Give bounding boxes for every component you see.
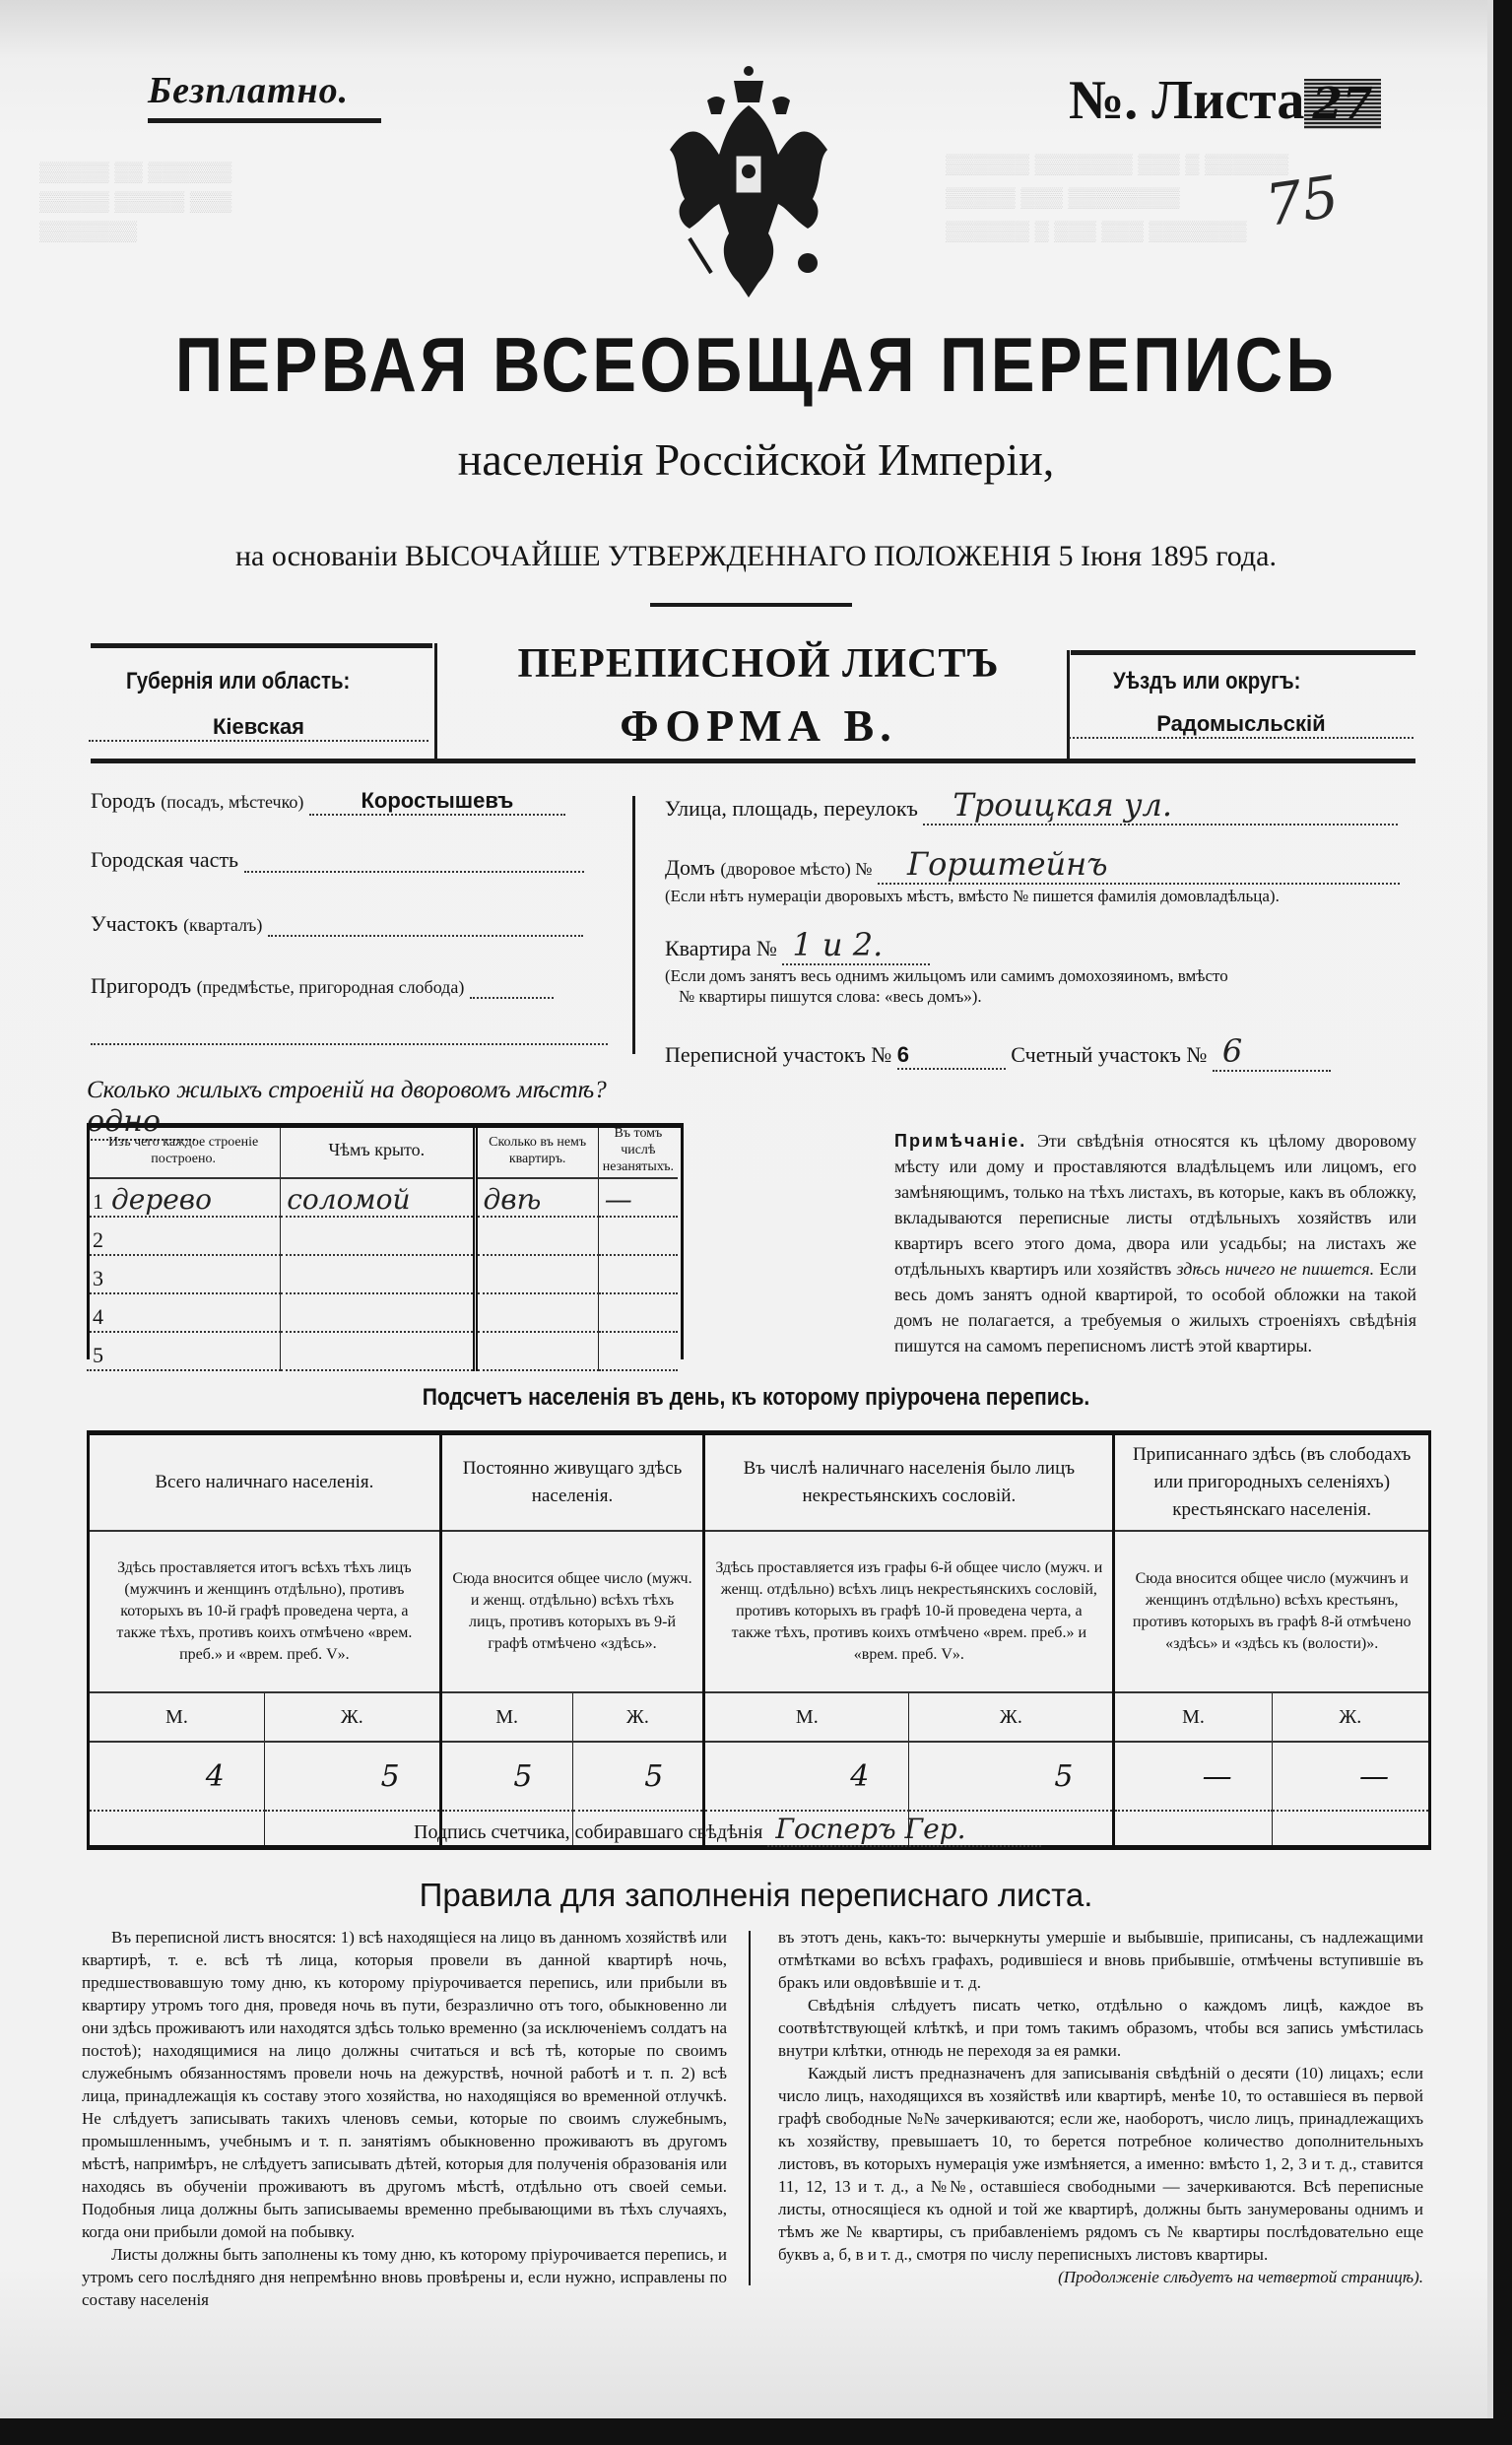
building-row-number: 5: [93, 1343, 103, 1367]
rules-column-right: [778, 1926, 1423, 2288]
free-of-charge-label: Безплатно.: [148, 70, 350, 111]
apartment-note-line-1: (Если домъ занятъ весь однимъ жильцомъ или самимъ домохозяиномъ, вмѣсто: [665, 966, 1228, 985]
sheet-number-label: №. Листа: [1069, 70, 1305, 131]
female-column-label: Ж.: [1272, 1692, 1429, 1742]
title-divider: [650, 603, 852, 607]
page-subtitle: населенія Россійской Имперіи,: [457, 434, 1055, 485]
column-header-apartments: Сколько въ немъ квартиръ.: [475, 1123, 598, 1178]
district-label: Уѣздъ или округъ:: [1113, 668, 1301, 694]
count-district-field[interactable]: 6: [1213, 1032, 1331, 1072]
sheet-number: [1069, 69, 1381, 132]
precinct-field[interactable]: [268, 913, 583, 937]
district-box-divider: [1067, 650, 1070, 760]
suburb-field[interactable]: [470, 975, 554, 999]
male-column-label: М.: [704, 1692, 909, 1742]
apartment-note-line-2: № квартиры пишутся слова: «весь домъ»).: [679, 987, 982, 1006]
street-field[interactable]: Троицкая ул.: [923, 786, 1398, 826]
legal-basis: на основаніи ВЫСОЧАЙШЕ УТВЕРЖДЕННАГО ПОЛОЖЕНІЯ 5 Іюня 1895 года.: [235, 540, 1277, 572]
buildings-question: Сколько жилыхъ строеній на дворовомъ мѣстѣ?: [87, 1077, 607, 1103]
rules-paragraph: Свѣдѣнія слѣдуетъ писать четко, отдѣльно о каждомъ лицѣ, каждое въ соотвѣтствующей клѣткѣ, и при томъ такимъ образомъ, чтобы вся запись умѣстилась внутри клѣтки, отнюдь не переходя за ея рамки.: [778, 1996, 1423, 2060]
city-row: [91, 788, 608, 816]
apartment-field[interactable]: 1 и 2.: [782, 926, 930, 965]
population-descriptions-row: [89, 1531, 1430, 1692]
building-apartments-cell-value: двѣ: [483, 1183, 542, 1216]
female-count-field[interactable]: 5: [909, 1742, 1114, 1811]
male-column-label: М.: [440, 1692, 572, 1742]
city-part-label: Городская часть: [91, 847, 239, 872]
note-heading: Примѣчаніе.: [894, 1131, 1027, 1151]
rules-title: Правила для заполненія переписнаго листа.: [419, 1877, 1093, 1913]
location-divider: [632, 796, 635, 1054]
rules-paragraph: Листы должны быть заполнены къ тому дню, къ которому пріурочивается перепись, и утромъ сего послѣдняго дня непремѣнно вновь провѣрены и, если нужно, исправлены по составу населенія: [82, 2245, 727, 2309]
female-count-field[interactable]: —: [1272, 1742, 1429, 1811]
population-group-heading: Постоянно живущаго здѣсь населенія.: [440, 1433, 704, 1532]
city-label: Городъ: [91, 788, 156, 813]
city-hint: (посадъ, мѣстечко): [161, 792, 304, 812]
population-sex-labels-row: [89, 1692, 1430, 1742]
bleed-through-text: ▒▒▒▒▒ ▒▒ ▒▒▒▒▒▒ ▒▒▒▒▒ ▒▒▒▒▒ ▒▒▒ ▒▒▒▒▒▒▒: [39, 162, 232, 242]
precinct-label: Участокъ: [91, 911, 178, 936]
population-table: [87, 1430, 1431, 1850]
form-subtitle: ФОРМА В.: [620, 700, 897, 751]
population-group-description: Здѣсь проставляется итогъ всѣхъ тѣхъ лицъ (мужчинъ и женщинъ отдѣльно), противъ которыхъ въ 10-й графѣ проведена черта, а также тѣхъ, противъ коихъ отмѣчено «врем. преб.» и «врем. преб. V».: [89, 1531, 441, 1692]
apartment-note: [665, 965, 1415, 1007]
male-column-label: М.: [89, 1692, 265, 1742]
province-box-top: [91, 643, 432, 648]
population-spacer-cell: [1114, 1811, 1272, 1848]
column-header-roof: Чѣмъ крыто.: [281, 1123, 475, 1178]
building-row-number: 1: [93, 1189, 103, 1214]
house-hint: (дворовое мѣсто) №: [720, 859, 873, 879]
male-count-field[interactable]: 5: [440, 1742, 572, 1811]
header-bottom-rule: [91, 759, 1415, 763]
census-district-field[interactable]: 6: [897, 1042, 1006, 1070]
rules-continued-note: (Продолженіе слѣдуетъ на четвертой страницѣ).: [1058, 2268, 1423, 2286]
province-label: Губернія или область:: [126, 668, 351, 694]
female-count-field[interactable]: 5: [264, 1742, 440, 1811]
district-box-top: [1071, 650, 1415, 655]
female-count-field[interactable]: 5: [572, 1742, 704, 1811]
note-text-1: Эти свѣдѣнія относятся къ цѣлому дворовому мѣсту или дому и проставляются владѣльцемъ или лицомъ, его замѣняющимъ, только на тѣхъ листахъ, въ которые, какъ въ обложку, вкладываются переписные листы отдѣльныхъ хозяйствъ или квартиръ всего этого дома, двора или усадьбы; на листахъ же отдѣльныхъ квартиръ или хозяйствъ: [894, 1131, 1416, 1279]
district-field[interactable]: Радомысльскій: [1069, 711, 1413, 739]
population-spacer-cell: [89, 1811, 265, 1848]
province-field[interactable]: Кіевская: [89, 714, 428, 742]
column-header-vacant: Въ томъ числѣ незанятыхъ.: [598, 1123, 678, 1178]
house-field[interactable]: Горштейнъ: [878, 845, 1400, 885]
suburb-extra-line[interactable]: [91, 1039, 608, 1045]
precinct-row: [91, 911, 608, 937]
suburb-row: [91, 973, 608, 999]
free-label-underline: [148, 118, 381, 123]
building-vacant-cell-value: —: [604, 1183, 632, 1216]
signature-field[interactable]: Госперъ Гер.: [767, 1813, 1041, 1847]
population-group-heading: Всего наличнаго населенія.: [89, 1433, 441, 1532]
street-label: Улица, площадь, переулокъ: [665, 796, 918, 821]
population-spacer-cell: [1272, 1811, 1429, 1848]
form-title: ПЕРЕПИСНОЙ ЛИСТЪ: [517, 641, 1000, 687]
male-count-field[interactable]: —: [1114, 1742, 1272, 1811]
city-part-field[interactable]: [244, 849, 584, 873]
house-row: [665, 845, 1415, 885]
population-group-heading: Въ числѣ наличнаго населенія было лицъ некрестьянскихъ сословій.: [704, 1433, 1114, 1532]
population-values-row: [89, 1742, 1430, 1811]
enumerator-signature-row: [414, 1813, 1041, 1847]
apartment-label: Квартира №: [665, 936, 777, 960]
buildings-table-frame: [87, 1123, 684, 1359]
districts-row: [665, 1032, 1415, 1072]
population-headings-row: [89, 1433, 1430, 1532]
rules-paragraph: Каждый листъ предназначенъ для записыванія свѣдѣній о десяти (10) лицахъ; если число лицъ, находящихся въ хозяйствѣ или квартирѣ, менѣе 10, то оставшіеся въ первой графѣ свободные №№ зачеркиваются; если же, наоборотъ, число лицъ, принадлежащихъ къ хозяйству, превышаетъ 10, то берется потребное количество дополнительныхъ листовъ, въ которыхъ нумерація уже измѣняется, а именно: вмѣсто 1, 2, 3 и т. д., ставится 11, 12, 13 и т. д., а №№, оставшіеся свободными — зачеркиваются. Всѣ переписные листы, относящіеся къ одной и той же квартирѣ, должны быть занумерованы однимъ и тѣмъ же № квартиры, съ прибавленіемъ рядомъ съ № квартиры послѣдовательно еще буквъ а, б, в и т. д., смотря по числу переписныхъ листовъ квартиры.: [778, 2064, 1423, 2264]
male-column-label: М.: [1114, 1692, 1272, 1742]
note-text-2: Если весь домъ занятъ одной квартирой, то особой обложки на такой домъ не полагается, а требуемыя о жилыхъ строеніяхъ свѣдѣнія пишутся на самомъ переписномъ листѣ этой квартиры.: [894, 1259, 1417, 1355]
handwritten-sheet-number: 75: [1261, 163, 1344, 239]
suburb-label: Пригородъ: [91, 973, 192, 998]
building-roof-cell-value: соломой: [287, 1183, 411, 1216]
female-column-label: Ж.: [264, 1692, 440, 1742]
population-group-description: Сюда вносится общее число (мужчинъ и женщинъ отдѣльно) всѣхъ крестьянъ, противъ которыхъ въ графѣ 8-й отмѣчено «здѣсь» и «здѣсь къ (волости)».: [1114, 1531, 1430, 1692]
note-block: [894, 1128, 1416, 1358]
sheet-number-value: 27: [1304, 79, 1380, 129]
note-text-italic: здѣсь ничего не пишется.: [1176, 1259, 1375, 1279]
suburb-hint: (предмѣстье, пригородная слобода): [196, 977, 465, 997]
building-row-number: 4: [93, 1304, 103, 1329]
female-column-label: Ж.: [909, 1692, 1114, 1742]
bleed-through-text: ▒▒▒▒▒▒ ▒▒▒▒▒▒▒ ▒▒▒ ▒ ▒▒▒▒▒▒ ▒▒▒▒▒ ▒▒▒ ▒▒▒▒▒▒▒▒ ▒▒▒▒▒▒ ▒ ▒▒▒ ▒▒▒ ▒▒▒▒▒▒▒: [946, 154, 1289, 242]
city-part-row: [91, 847, 608, 873]
census-district-label: Переписной участокъ №: [665, 1042, 892, 1067]
buildings-count-field[interactable]: одно: [87, 1104, 195, 1141]
rules-column-left: [82, 1926, 727, 2311]
building-material-cell-value: дерево: [111, 1183, 212, 1216]
building-row-number: 2: [93, 1227, 103, 1252]
male-count-field[interactable]: 4: [89, 1742, 265, 1811]
city-field[interactable]: Коростышевъ: [309, 788, 565, 816]
coat-of-arms-eagle-icon: [650, 61, 847, 297]
apartment-row: [665, 926, 1415, 965]
population-group-description: Сюда вносится общее число (мужч. и женщ. отдѣльно) всѣхъ тѣхъ лицъ, противъ которыхъ въ 9-й графѣ отмѣчено «здѣсь».: [440, 1531, 704, 1692]
signature-label: Подпись счетчика, собиравшаго свѣдѣнія: [414, 1821, 763, 1843]
precinct-hint: (кварталъ): [183, 915, 263, 935]
house-label: Домъ: [665, 855, 715, 880]
building-row-number: 3: [93, 1266, 103, 1290]
column-header-material: Изъ чего каждое строеніе построено.: [87, 1123, 281, 1178]
page-title: ПЕРВАЯ ВСЕОБЩАЯ ПЕРЕПИСЬ: [174, 321, 1338, 408]
population-title: Подсчетъ населенія въ день, къ которому пріурочена перепись.: [422, 1384, 1090, 1411]
street-row: [665, 786, 1415, 826]
house-note: (Если нѣтъ нумераціи дворовыхъ мѣстъ, вмѣсто № пишется фамилія домовладѣльца).: [665, 887, 1280, 905]
population-group-heading: Приписаннаго здѣсь (въ слободахъ или пригородныхъ селеніяхъ) крестьянскаго населенія.: [1114, 1433, 1430, 1532]
rules-paragraph: Въ переписной листъ вносятся: 1) всѣ находящіеся на лицо въ данномъ хозяйствѣ или квартирѣ, т. е. всѣ тѣ лица, которыя провели въ данной квартирѣ ночь, предшествовавшую тому дню, къ которому пріурочивается перепись, или прибыли въ квартиру утромъ того дня, проведя ночь въ пути, безразлично отъ того, обыкновенно ли они здѣсь проживаютъ или находятся здѣсь только временно (за исключеніемъ солдатъ на постоѣ); находящимися на лицо должны считаться и всѣ тѣ, которые по своимъ служебнымъ обязанностямъ провели ночь на дежурствѣ, ночной работѣ и т. п. 2) всѣ лица, принадлежащія къ составу этого хозяйства, но находящіяся во временной отлучкѣ. Не слѣдуетъ записывать такихъ членовъ семьи, которые по своимъ служебнымъ, промышленнымъ, учебнымъ и т. п. занятіямъ обыкновенно проживаютъ въ другомъ мѣстѣ, напримѣръ, не слѣдуетъ записывать дѣтей, которыя для полученія образованія или находясь въ обученіи проживаютъ въ другомъ мѣстѣ, отдѣльно отъ своей семьи. Подобныя лица должны быть записываемы временно пребывающими въ тѣхъ случаяхъ, когда они прибыли домой на побывку.: [82, 1928, 727, 2241]
population-group-description: Здѣсь проставляется изъ графы 6-й общее число (мужч. и женщ. отдѣльно) всѣхъ лицъ некрестьянскихъ сословій, противъ которыхъ въ графѣ 10-й проведена черта, а также тѣхъ, противъ коихъ отмѣчено «врем. преб.» и «врем. преб. V».: [704, 1531, 1114, 1692]
rules-paragraph: въ этотъ день, какъ-то: вычеркнуты умершіе и выбывшіе, приписаны, съ надлежащими отмѣтками во всѣхъ графахъ, родившіеся и вновь прибывшіе, отмѣчены вступившіе въ бракъ или овдовѣвшіе и т. д.: [778, 1928, 1423, 1992]
count-district-label: Счетный участокъ №: [1011, 1042, 1208, 1067]
rules-column-divider: [749, 1931, 751, 2285]
female-column-label: Ж.: [572, 1692, 704, 1742]
male-count-field[interactable]: 4: [704, 1742, 909, 1811]
